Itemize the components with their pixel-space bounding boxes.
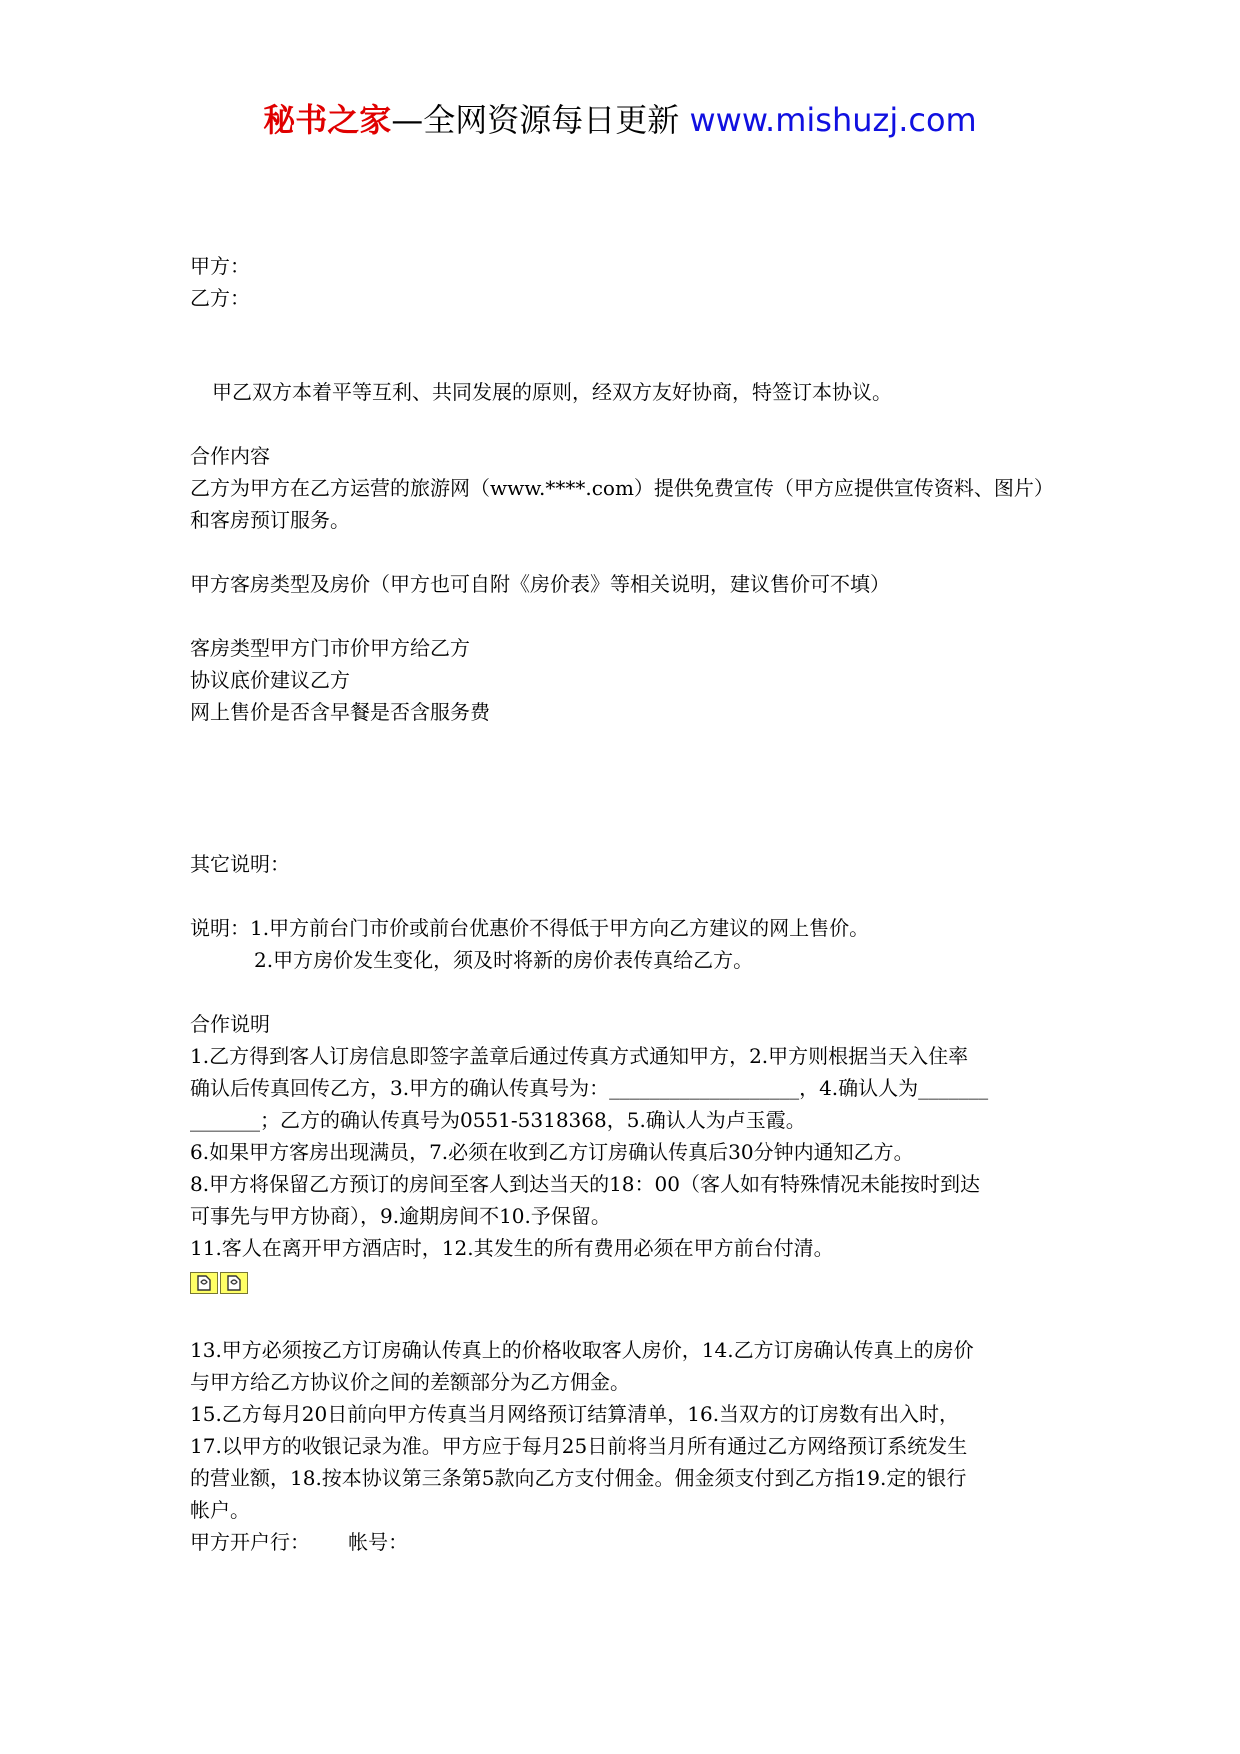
- note-line: 说明：1.甲方前台门市价或前台优惠价不得低于甲方向乙方建议的网上售价。: [190, 916, 870, 940]
- page-icon[interactable]: [220, 1272, 248, 1294]
- embedded-icons: [190, 1272, 1060, 1298]
- contract-body: [190, 250, 1060, 1558]
- bank-account-line: 甲方开户行： 帐号：: [190, 1530, 409, 1554]
- cooperation-line: 8.甲方将保留乙方预订的房间至客人到达当天的18：00（客人如有特殊情况未能按时到达: [190, 1172, 980, 1196]
- brand-name: 秘书之家: [263, 101, 392, 139]
- section-cooperation-content-text: 乙方为甲方在乙方运营的旅游网（www.****.com）提供免费宣传（甲方应提供宣传资料、图片）和客房预订服务。: [190, 476, 1054, 532]
- section-cooperation-content-title: 合作内容: [190, 444, 270, 468]
- room-table-line: 客房类型甲方门市价甲方给乙方: [190, 636, 470, 660]
- page-header: [0, 98, 1240, 142]
- room-table-line: 网上售价是否含早餐是否含服务费: [190, 700, 490, 724]
- cooperation-line: 11.客人在离开甲方酒店时，12.其发生的所有费用必须在甲方前台付清。: [190, 1236, 834, 1260]
- tail-line: 帐户。: [190, 1498, 250, 1522]
- note-line: 2.甲方房价发生变化，须及时将新的房价表传真给乙方。: [254, 948, 754, 972]
- preamble: 甲乙双方本着平等互利、共同发展的原则，经双方友好协商，特签订本协议。: [212, 380, 892, 404]
- page-icon[interactable]: [190, 1272, 218, 1294]
- tail-line: 与甲方给乙方协议价之间的差额部分为乙方佣金。: [190, 1370, 630, 1394]
- room-table-line: 协议底价建议乙方: [190, 668, 350, 692]
- cooperation-line: 可事先与甲方协商），9.逾期房间不10.予保留。: [190, 1204, 611, 1228]
- tail-line: 15.乙方每月20日前向甲方传真当月网络预订结算清单，16.当双方的订房数有出入时，: [190, 1402, 960, 1426]
- cooperation-notes-title: 合作说明: [190, 1012, 270, 1036]
- tail-line: 17.以甲方的收银记录为准。甲方应于每月25日前将当月所有通过乙方网络预订系统发生: [190, 1434, 968, 1458]
- cooperation-line: _______；乙方的确认传真号为0551-5318368，5.确认人为卢玉霞。: [190, 1108, 806, 1132]
- tail-line: 13.甲方必须按乙方订房确认传真上的价格收取客人房价，14.乙方订房确认传真上的房价: [190, 1338, 974, 1362]
- party-b-label: 乙方：: [190, 286, 250, 310]
- cooperation-line: 确认后传真回传乙方，3.甲方的确认传真号为：___________________，4.确认人为_______: [190, 1076, 989, 1100]
- header-slogan: —全网资源每日更新: [391, 101, 680, 139]
- cooperation-line: 6.如果甲方客房出现满员，7.必须在收到乙方订房确认传真后30分钟内通知乙方。: [190, 1140, 914, 1164]
- site-url[interactable]: www.mishuzj.com: [689, 101, 977, 139]
- party-a-label: 甲方：: [190, 254, 250, 278]
- tail-line: 的营业额，18.按本协议第三条第5款向乙方支付佣金。佣金须支付到乙方指19.定的银行: [190, 1466, 967, 1490]
- other-notes-title: 其它说明：: [190, 852, 290, 876]
- cooperation-line: 1.乙方得到客人订房信息即签字盖章后通过传真方式通知甲方，2.甲方则根据当天入住率: [190, 1044, 969, 1068]
- room-types-title: 甲方客房类型及房价（甲方也可自附《房价表》等相关说明，建议售价可不填）: [190, 572, 890, 596]
